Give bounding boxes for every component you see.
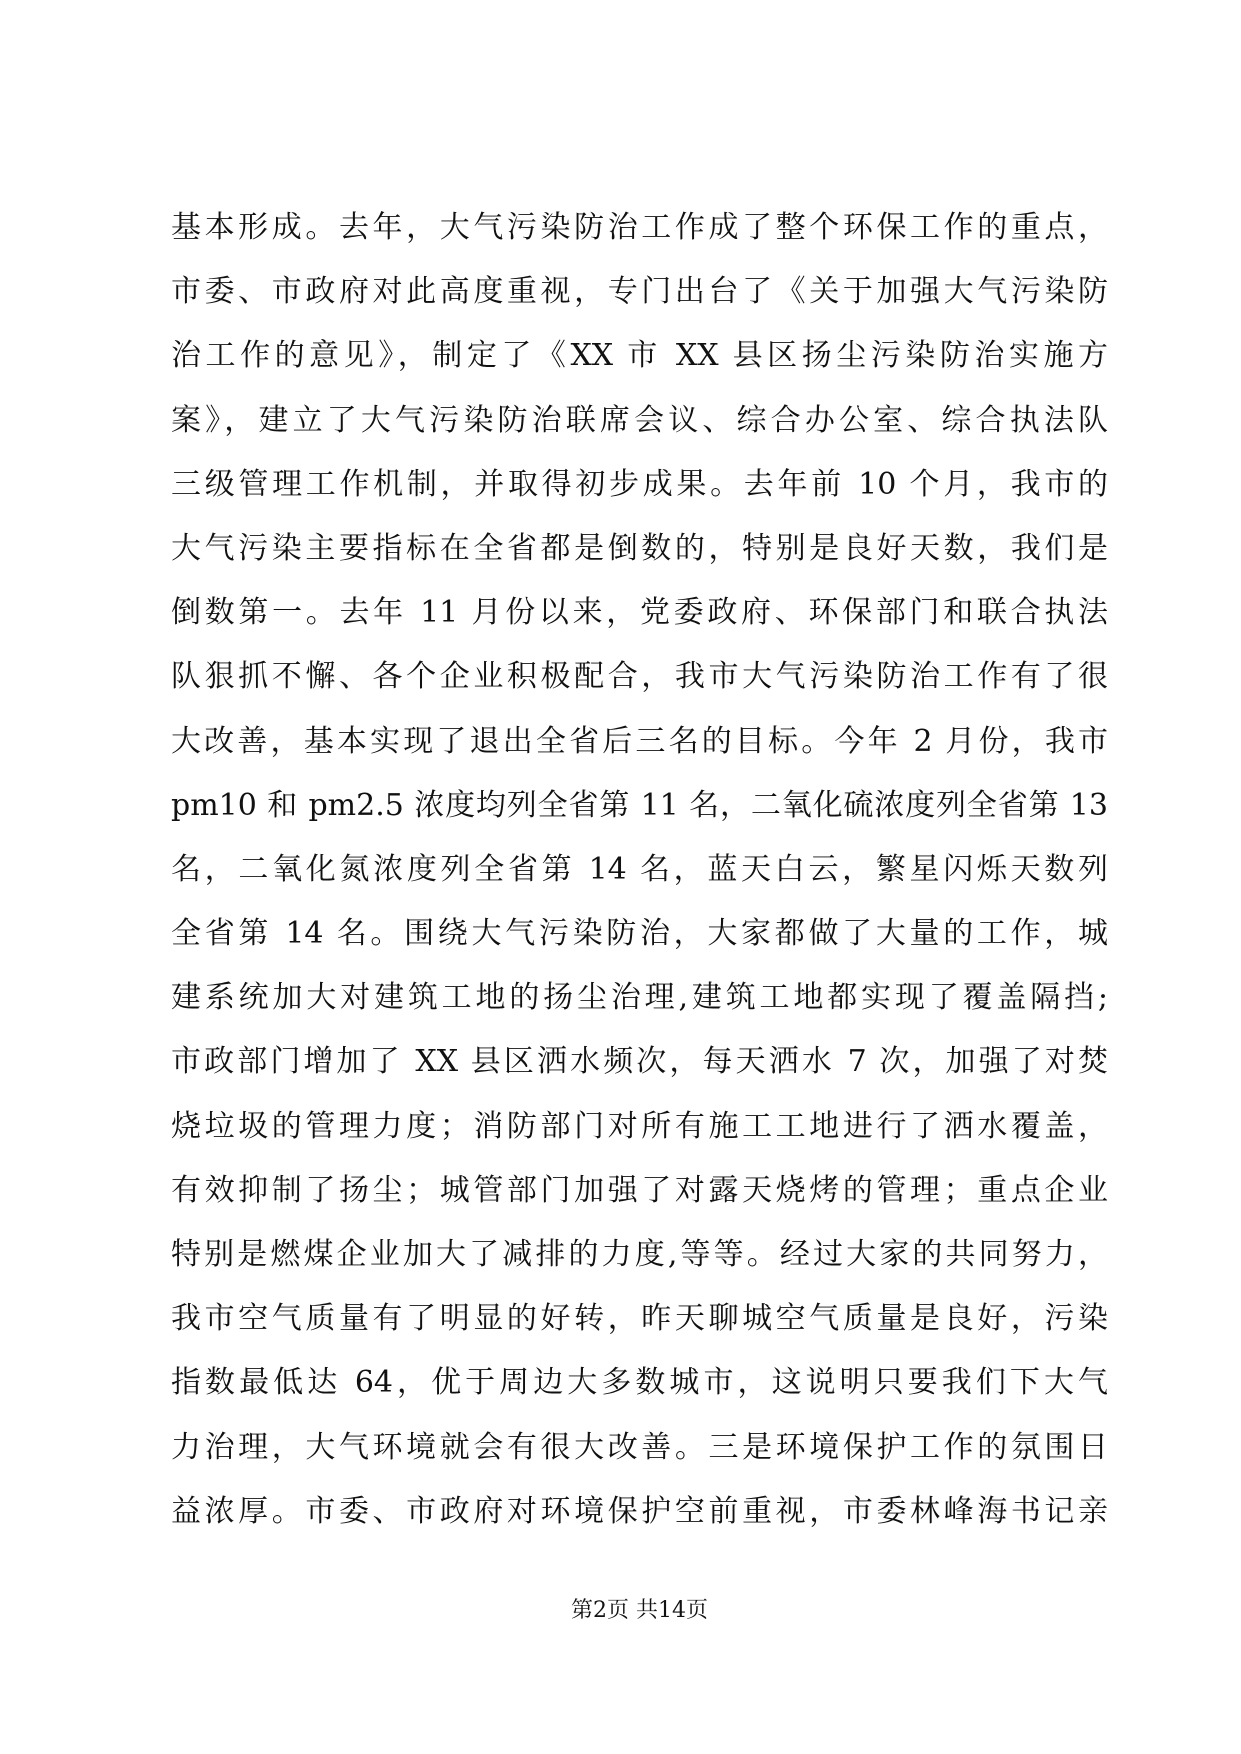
text-line: 益浓厚。市委、市政府对环境保护空前重视，市委林峰海书记亲 bbox=[171, 1493, 1108, 1529]
text-line: 三级管理工作机制，并取得初步成果。去年前 10 个月，我市的 bbox=[171, 466, 1108, 502]
text-line: 有效抑制了扬尘；城管部门加强了对露天烧烤的管理；重点企业 bbox=[171, 1172, 1108, 1208]
text-line: 指数最低达 64，优于周边大多数城市，这说明只要我们下大气 bbox=[171, 1365, 1108, 1401]
text-line: 案》，建立了大气污染防治联席会议、综合办公室、综合执法队 bbox=[171, 402, 1108, 438]
text-line: 治工作的意见》，制定了《XX 市 XX 县区扬尘污染防治实施方 bbox=[171, 338, 1108, 374]
text-line: 队狠抓不懈、各个企业积极配合，我市大气污染防治工作有了很 bbox=[171, 659, 1108, 695]
text-line: 大改善，基本实现了退出全省后三名的目标。今年 2 月份，我市 bbox=[171, 723, 1108, 759]
text-line: 全省第 14 名。围绕大气污染防治，大家都做了大量的工作，城 bbox=[171, 916, 1108, 952]
text-line: 我市空气质量有了明显的好转，昨天聊城空气质量是良好，污染 bbox=[171, 1301, 1108, 1337]
text-line: 烧垃圾的管理力度；消防部门对所有施工工地进行了洒水覆盖， bbox=[171, 1108, 1108, 1144]
text-line: 力治理，大气环境就会有很大改善。三是环境保护工作的氛围日 bbox=[171, 1429, 1108, 1465]
text-line: 基本形成。去年，大气污染防治工作成了整个环保工作的重点， bbox=[171, 210, 1108, 245]
text-line: 特别是燃煤企业加大了减排的力度,等等。经过大家的共同努力， bbox=[171, 1237, 1108, 1272]
text-line: 建系统加大对建筑工地的扬尘治理,建筑工地都实现了覆盖隔挡; bbox=[171, 980, 1108, 1016]
text-line: 倒数第一。去年 11 月份以来，党委政府、环保部门和联合执法 bbox=[171, 595, 1108, 631]
text-line: 市政部门增加了 XX 县区洒水频次，每天洒水 7 次，加强了对焚 bbox=[171, 1044, 1108, 1080]
text-line: 市委、市政府对此高度重视，专门出台了《关于加强大气污染防 bbox=[171, 274, 1108, 310]
body-text bbox=[171, 196, 1108, 1544]
text-line: pm10 和 pm2.5 浓度均列全省第 11 名，二氧化硫浓度列全省第 13 bbox=[171, 787, 1108, 823]
text-line: 大气污染主要指标在全省都是倒数的，特别是良好天数，我们是 bbox=[171, 530, 1108, 566]
text-line: 名，二氧化氮浓度列全省第 14 名，蓝天白云，繁星闪烁天数列 bbox=[171, 851, 1108, 887]
page-number-footer: 第2页 共14页 bbox=[571, 1598, 708, 1623]
